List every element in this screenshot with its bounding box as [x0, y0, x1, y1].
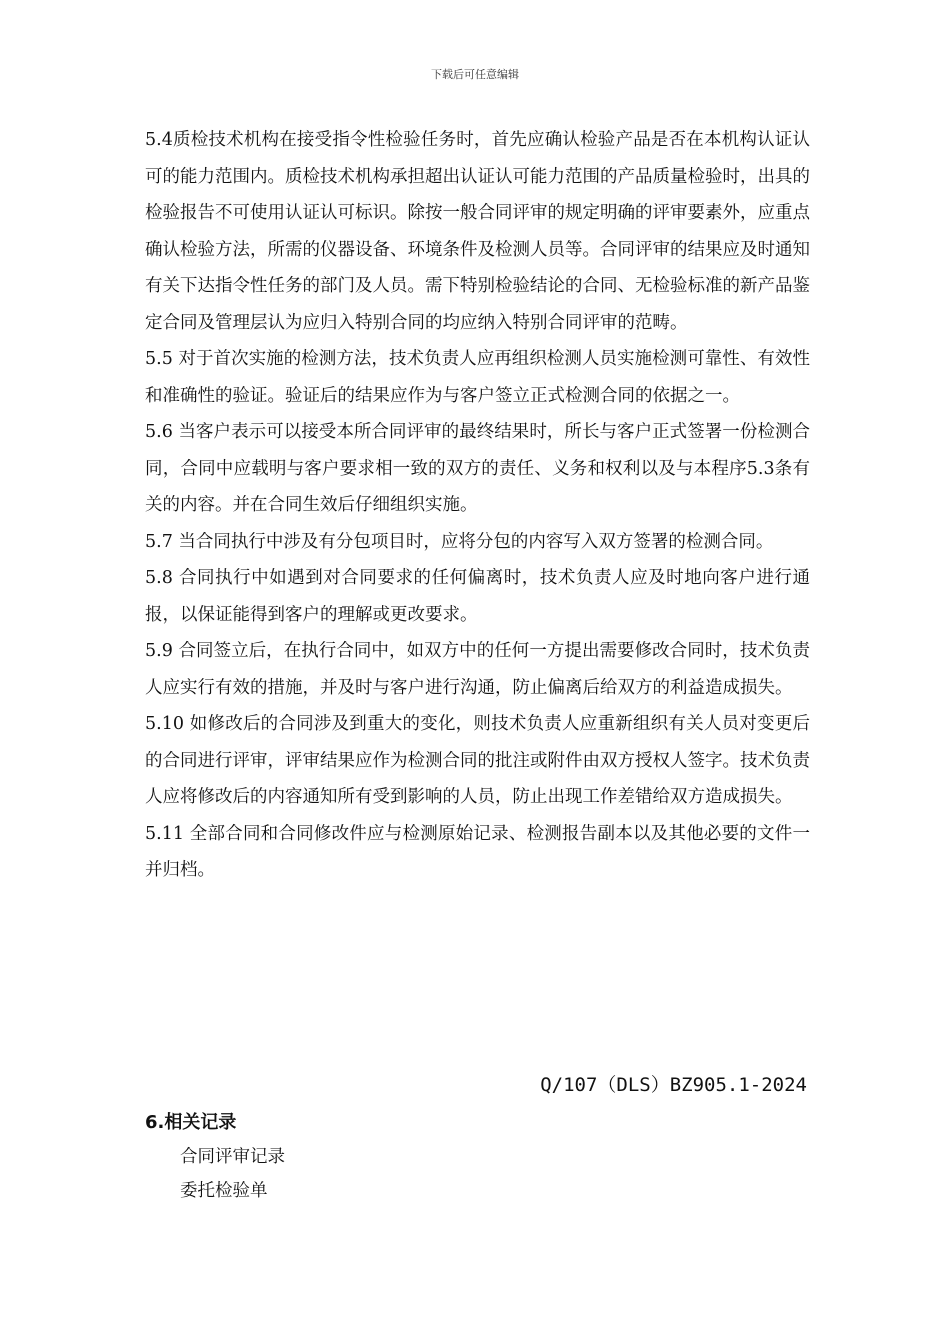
- document-code: Q/107（DLS）BZ905.1-2024: [540, 1074, 807, 1096]
- paragraph-5-9: 5.9 合同签立后，在执行合同中，如双方中的任何一方提出需要修改合同时，技术负责人应实行有效的措施，并及时与客户进行沟通，防止偏离后给双方的利益造成损失。: [145, 641, 810, 698]
- paragraph-5-10: 5.10 如修改后的合同涉及到重大的变化，则技术负责人应重新组织有关人员对变更后的合同进行评审，评审结果应作为检测合同的批注或附件由双方授权人签字。技术负责人应将修改后的内容通知所有受到影响的人员，防止出现工作差错给双方造成损失。: [145, 714, 810, 807]
- document-body: [145, 122, 810, 889]
- record-item: 合同评审记录: [180, 1147, 285, 1167]
- record-item: 委托检验单: [180, 1181, 268, 1201]
- paragraph-5-8: 5.8 合同执行中如遇到对合同要求的任何偏离时，技术负责人应及时地向客户进行通报，以保证能得到客户的理解或更改要求。: [145, 568, 810, 625]
- paragraph-5-4: 5.4质检技术机构在接受指令性检验任务时，首先应确认检验产品是否在本机构认证认可的能力范围内。质检技术机构承担超出认证认可能力范围的产品质量检验时，出具的检验报告不可使用认证认可标识。除按一般合同评审的规定明确的评审要素外，应重点确认检验方法，所需的仪器设备、环境条件及检测人员等。合同评审的结果应及时通知有关下达指令性任务的部门及人员。需下特别检验结论的合同、无检验标准的新产品鉴定合同及管理层认为应归入特别合同的均应纳入特别合同评审的范畴。: [145, 130, 810, 333]
- header-note: 下载后可任意编辑: [431, 68, 519, 81]
- paragraph-5-11: 5.11 全部合同和合同修改件应与检测原始记录、检测报告副本以及其他必要的文件一并归档。: [145, 823, 810, 880]
- records-list: [180, 1140, 285, 1208]
- paragraph-5-6: 5.6 当客户表示可以接受本所合同评审的最终结果时，所长与客户正式签署一份检测合同，合同中应载明与客户要求相一致的双方的责任、义务和权利以及与本程序5.3条有关的内容。并在合同生效后仔细组织实施。: [145, 422, 810, 515]
- paragraph-5-7: 5.7 当合同执行中涉及有分包项目时，应将分包的内容写入双方签署的检测合同。: [145, 531, 774, 552]
- section-title: 6.相关记录: [145, 1112, 237, 1133]
- paragraph-5-5: 5.5 对于首次实施的检测方法，技术负责人应再组织检测人员实施检测可靠性、有效性和准确性的验证。验证后的结果应作为与客户签立正式检测合同的依据之一。: [145, 349, 810, 406]
